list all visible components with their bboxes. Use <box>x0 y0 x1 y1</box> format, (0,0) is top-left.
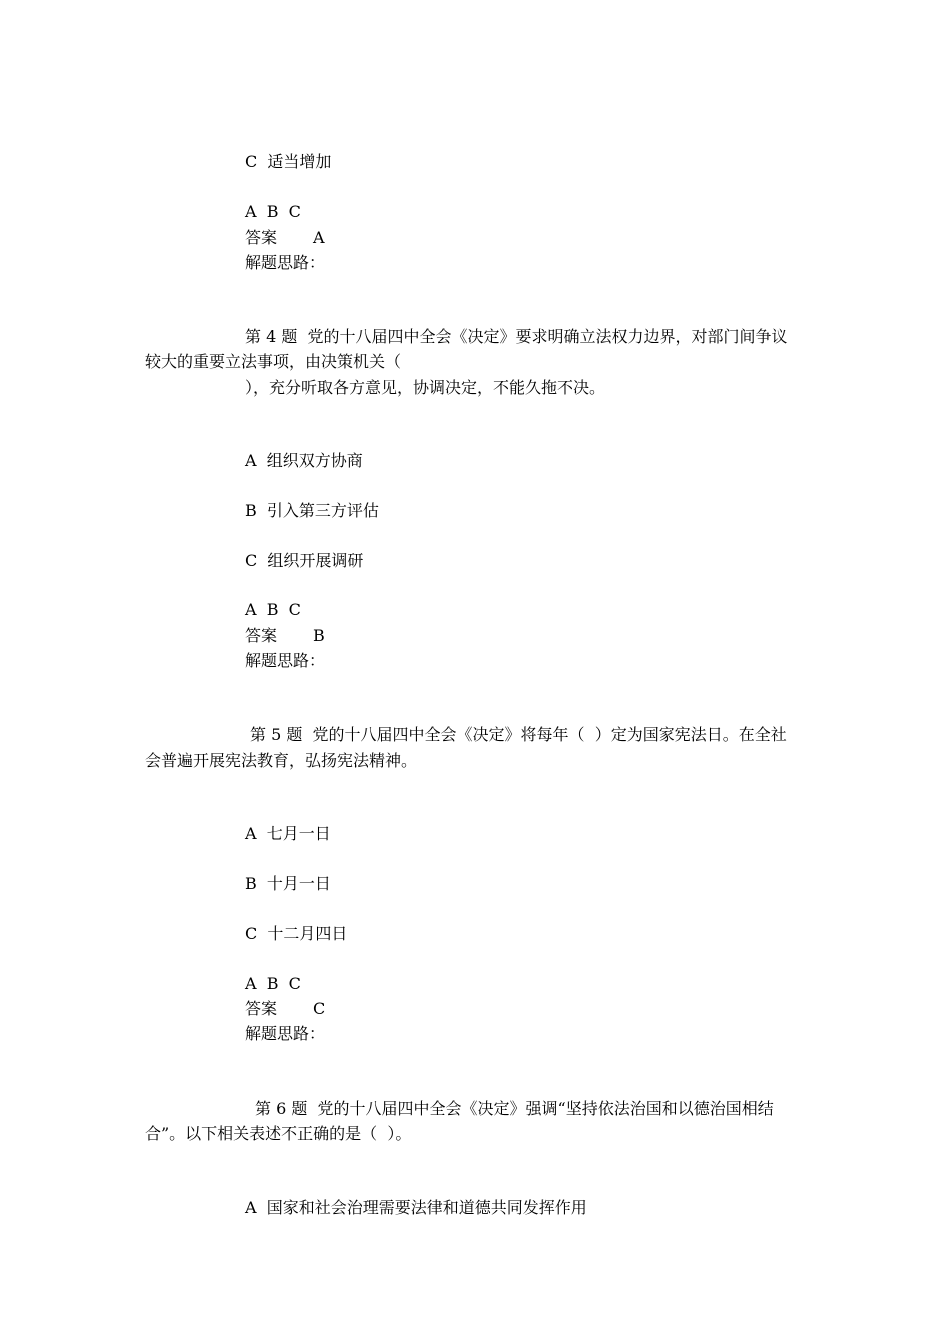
q3-choices: A B C <box>245 202 301 221</box>
q6-question-line-2: 合”。以下相关表述不正确的是（ ）。 <box>145 1124 412 1143</box>
answer-label: 答案 <box>245 626 278 645</box>
q4-option-c: C 组织开展调研 <box>245 551 364 570</box>
q5-answer <box>245 999 325 1019</box>
q5-choices: A B C <box>245 974 301 993</box>
q5-option-c: C 十二月四日 <box>245 924 348 943</box>
q4-choices: A B C <box>245 600 301 619</box>
q3-option-c: C 适当增加 <box>245 152 332 171</box>
answer-label: 答案 <box>245 228 278 247</box>
q4-question-line-3: ），充分听取各方意见，协调决定，不能久拖不决。 <box>245 378 606 397</box>
q6-question-line-1: 第 6 题 党的十八届四中全会《决定》强调“坚持依法治国和以德治国相结 <box>255 1099 774 1118</box>
answer-value: B <box>313 626 325 645</box>
q5-option-a: A 七月一日 <box>245 824 331 843</box>
q5-question-line-1: 第 5 题 党的十八届四中全会《决定》将每年（ ）定为国家宪法日。在全社 <box>250 725 787 744</box>
q6-option-a: A 国家和社会治理需要法律和道德共同发挥作用 <box>245 1198 587 1217</box>
q3-hint-label: 解题思路： <box>245 253 326 272</box>
q3-answer <box>245 228 325 248</box>
answer-value: C <box>313 999 326 1018</box>
q4-option-b: B 引入第三方评估 <box>245 501 379 520</box>
q4-hint-label: 解题思路： <box>245 651 326 670</box>
q4-question-line-2: 较大的重要立法事项，由决策机关（ <box>145 352 402 371</box>
answer-label: 答案 <box>245 999 278 1018</box>
q4-question-line-1: 第 4 题 党的十八届四中全会《决定》要求明确立法权力边界，对部门间争议 <box>245 327 788 346</box>
answer-value: A <box>313 228 325 247</box>
q5-hint-label: 解题思路： <box>245 1024 326 1043</box>
q4-answer <box>245 626 325 646</box>
q4-option-a: A 组织双方协商 <box>245 451 363 470</box>
q5-option-b: B 十月一日 <box>245 874 331 893</box>
q5-question-line-2: 会普遍开展宪法教育，弘扬宪法精神。 <box>145 751 418 770</box>
